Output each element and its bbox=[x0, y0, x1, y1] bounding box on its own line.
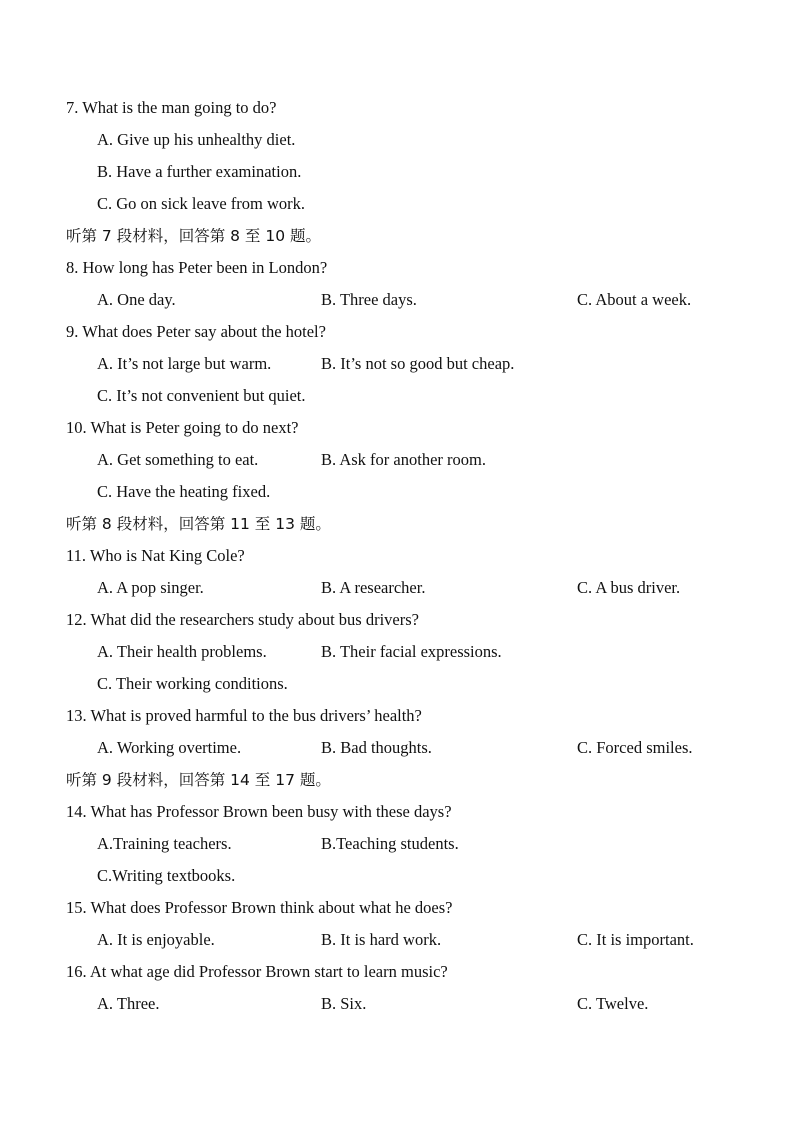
answer-option: C. Have the heating fixed. bbox=[97, 482, 271, 501]
answer-option: A. Three. bbox=[97, 994, 160, 1013]
answer-option: C. Their working conditions. bbox=[97, 674, 288, 693]
question-stem: 14. What has Professor Brown been busy with these days? bbox=[66, 802, 452, 821]
answer-option: A. Their health problems. bbox=[97, 642, 267, 661]
answer-option: A. One day. bbox=[97, 290, 176, 309]
answer-option: B. It’s not so good but cheap. bbox=[321, 354, 515, 373]
question-stem: 8. How long has Peter been in London? bbox=[66, 258, 328, 277]
answer-option: B. Have a further examination. bbox=[97, 162, 302, 181]
section-instruction: 听第 9 段材料，回答第 14 至 17 题。 bbox=[66, 771, 331, 789]
answer-option: A. A pop singer. bbox=[97, 578, 204, 597]
answer-option: A. It is enjoyable. bbox=[97, 930, 215, 949]
question-stem: 10. What is Peter going to do next? bbox=[66, 418, 299, 437]
answer-option: A. Get something to eat. bbox=[97, 450, 259, 469]
question-stem: 7. What is the man going to do? bbox=[66, 98, 277, 117]
answer-option: B.Teaching students. bbox=[321, 834, 459, 853]
answer-option: C. Twelve. bbox=[577, 994, 649, 1013]
answer-option: A. Working overtime. bbox=[97, 738, 242, 757]
answer-option: B. A researcher. bbox=[321, 578, 426, 597]
answer-option: C. About a week. bbox=[577, 290, 692, 309]
answer-option: C. Go on sick leave from work. bbox=[97, 194, 306, 213]
question-stem: 13. What is proved harmful to the bus drivers’ health? bbox=[66, 706, 422, 725]
answer-option: B. Their facial expressions. bbox=[321, 642, 502, 661]
section-instruction: 听第 8 段材料，回答第 11 至 13 题。 bbox=[66, 515, 331, 533]
answer-option: A. Give up his unhealthy diet. bbox=[97, 130, 296, 149]
answer-option: B. Six. bbox=[321, 994, 367, 1013]
section-instruction: 听第 7 段材料，回答第 8 至 10 题。 bbox=[66, 227, 322, 245]
question-stem: 16. At what age did Professor Brown start to learn music? bbox=[66, 962, 448, 981]
answer-option: C. Forced smiles. bbox=[577, 738, 693, 757]
answer-option: B. Ask for another room. bbox=[321, 450, 486, 469]
question-stem: 15. What does Professor Brown think about what he does? bbox=[66, 898, 453, 917]
answer-option: B. It is hard work. bbox=[321, 930, 442, 949]
answer-option: C. It is important. bbox=[577, 930, 694, 949]
question-stem: 9. What does Peter say about the hotel? bbox=[66, 322, 326, 341]
answer-option: A.Training teachers. bbox=[97, 834, 232, 853]
question-stem: 11. Who is Nat King Cole? bbox=[66, 546, 245, 565]
question-stem: 12. What did the researchers study about bus drivers? bbox=[66, 610, 419, 629]
answer-option: C.Writing textbooks. bbox=[97, 866, 236, 885]
answer-option: B. Three days. bbox=[321, 290, 417, 309]
answer-option: C. A bus driver. bbox=[577, 578, 681, 597]
answer-option: C. It’s not convenient but quiet. bbox=[97, 386, 306, 405]
answer-option: B. Bad thoughts. bbox=[321, 738, 432, 757]
answer-option: A. It’s not large but warm. bbox=[97, 354, 272, 373]
